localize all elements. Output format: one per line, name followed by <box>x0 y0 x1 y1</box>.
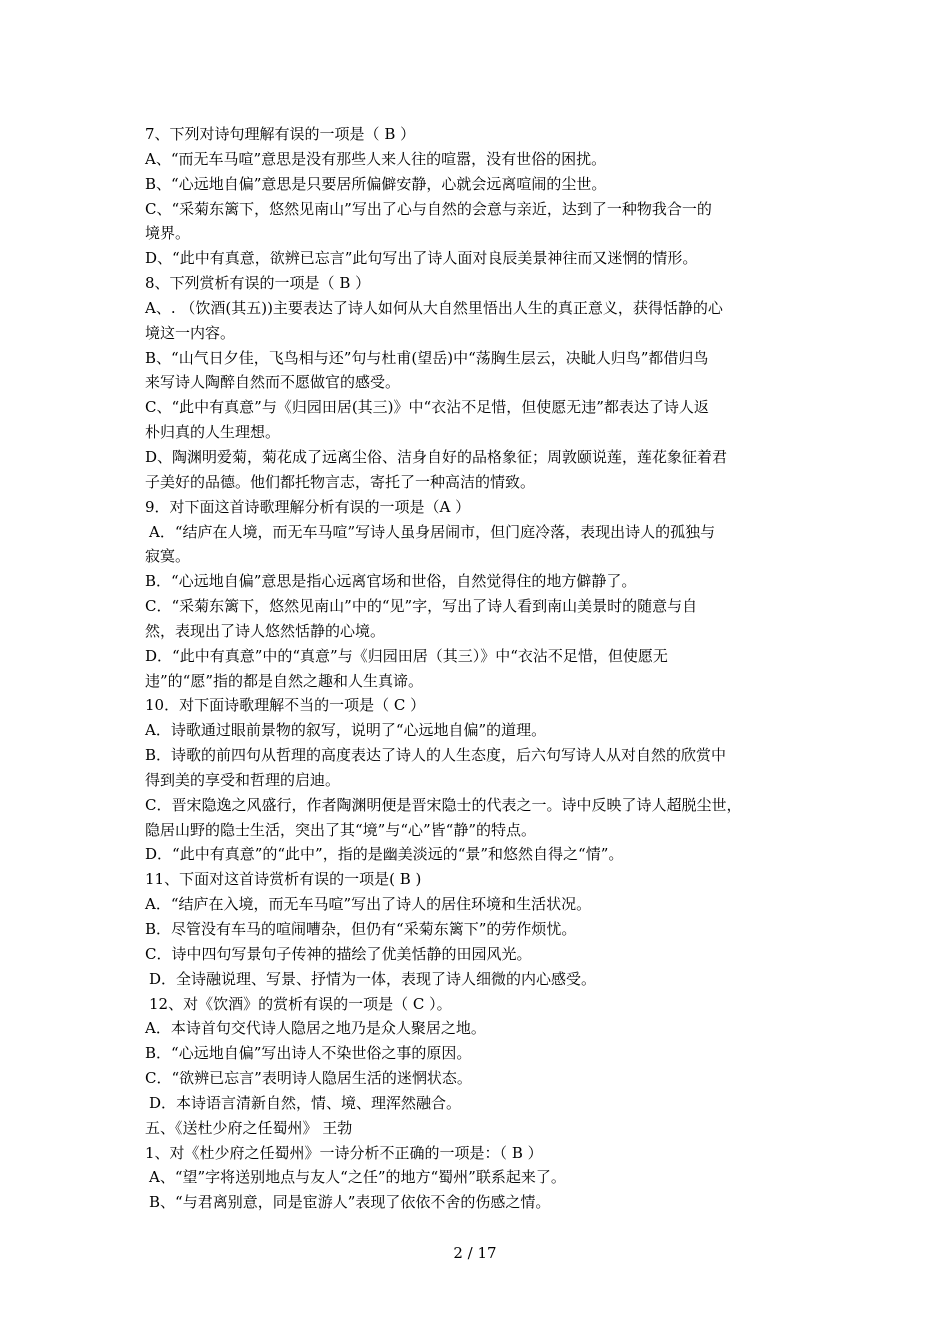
text-line: 违”的“愿”指的都是自然之趣和人生真谛。 <box>145 671 424 690</box>
text-line: C、“此中有真意”与《归园田居(其三)》中“衣沾不足惜，但使愿无违”都表达了诗人返 <box>145 398 709 417</box>
text-line: A．诗歌通过眼前景物的叙写，说明了“心远地自偏”的道理。 <box>145 721 547 740</box>
text-line: B、“与君离别意，同是宦游人”表现了依依不舍的伤感之情。 <box>149 1193 551 1212</box>
text-line: 9．对下面这首诗歌理解分析有误的一项是（A ） <box>145 497 471 516</box>
text-line: 来写诗人陶醉自然而不愿做官的感受。 <box>145 373 401 392</box>
text-line: 10．对下面诗歌理解不当的一项是（ C ） <box>145 696 426 715</box>
text-line: C．“采菊东篱下，悠然见南山”中的“见”字，写出了诗人看到南山美景时的随意与自 <box>145 597 698 616</box>
text-line: D．“此中有真意”的“此中”，指的是幽美淡远的“景”和悠然自得之“情”。 <box>145 845 624 864</box>
text-line: B．“心远地自偏”写出诗人不染世俗之事的原因。 <box>145 1044 472 1063</box>
text-line: B、“山气日夕佳，飞鸟相与还”句与杜甫(望岳)中“荡胸生层云，决眦人归鸟”都借归鸟 <box>145 348 709 367</box>
text-line: C．诗中四句写景句子传神的描绘了优美恬静的田园风光。 <box>145 944 532 963</box>
text-line: 寂寞。 <box>145 547 191 566</box>
text-line: 子美好的品德。他们都托物言志，寄托了一种高洁的情致。 <box>145 472 536 491</box>
text-line: 隐居山野的隐士生活，突出了其“境”与“心”皆“静”的特点。 <box>145 820 537 839</box>
page-number: 2 / 17 <box>453 1244 497 1262</box>
text-line: D．“此中有真意”中的“真意”与《归园田居（其三）》中“衣沾不足惜，但使愿无 <box>145 646 668 665</box>
text-line: A、“而无车马喧”意思是没有那些人来人往的喧嚣，没有世俗的困扰。 <box>145 149 607 168</box>
text-line: A．“结庐在入境，而无车马喧”写出了诗人的居住环境和生活状况。 <box>145 895 592 914</box>
text-line: 朴归真的人生理想。 <box>145 423 281 442</box>
text-line: 11、下面对这首诗赏析有误的一项是( B ) <box>145 870 422 889</box>
text-line: D、陶渊明爱菊，菊花成了远离尘俗、洁身自好的品格象征；周敦颐说莲，莲花象征着君 <box>145 447 728 466</box>
document-body <box>0 122 950 1215</box>
text-line: B．尽管没有车马的喧闹嘈杂，但仍有“采菊东篱下”的劳作烦忧。 <box>145 920 577 938</box>
text-line: 然，表现出了诗人悠然恬静的心境。 <box>145 621 386 640</box>
text-line: D．本诗语言清新自然，情、境、理浑然融合。 <box>149 1093 462 1112</box>
text-line: A、“望”字将送别地点与友人“之任”的地方“蜀州”联系起来了。 <box>149 1168 566 1187</box>
text-line: A．本诗首句交代诗人隐居之地乃是众人聚居之地。 <box>145 1019 486 1038</box>
text-line: 境这一内容。 <box>145 323 236 342</box>
text-line: C．晋宋隐逸之风盛行，作者陶渊明便是晋宋隐士的代表之一。诗中反映了诗人超脱尘世， <box>145 795 742 814</box>
text-line: D．全诗融说理、写景、抒情为一体，表现了诗人细微的内心感受。 <box>149 969 597 988</box>
text-line: D、“此中有真意，欲辨已忘言”此句写出了诗人面对良辰美景神往而又迷惘的情形。 <box>145 249 698 268</box>
text-line: 8、下列赏析有误的一项是（ B ） <box>145 274 371 293</box>
text-line: 五、《送杜少府之任蜀州》 王勃 <box>145 1118 353 1137</box>
text-line: 得到美的享受和哲理的启迪。 <box>145 770 341 789</box>
text-line: C．“欲辨已忘言”表明诗人隐居生活的迷惘状态。 <box>145 1069 472 1088</box>
text-line: 7、下列对诗句理解有误的一项是（ B ） <box>145 125 416 143</box>
text-line: A、. （饮酒(其五))主要表达了诗人如何从大自然里悟出人生的真正意义，获得恬静的心 <box>145 298 723 317</box>
text-line: C、“采菊东篱下，悠然见南山”写出了心与自然的会意与亲近，达到了一种物我合一的 <box>145 199 712 218</box>
text-line: B．“心远地自偏”意思是指心远离官场和世俗，自然觉得住的地方僻静了。 <box>145 572 637 591</box>
text-line: 12、对《饮酒》的赏析有误的一项是（ C ）。 <box>149 994 452 1013</box>
text-line: B、“心远地自偏”意思是只要居所偏僻安静，心就会远离喧闹的尘世。 <box>145 174 607 193</box>
text-line: 境界。 <box>145 224 191 243</box>
text-line: B．诗歌的前四句从哲理的高度表达了诗人的人生态度，后六句写诗人从对自然的欣赏中 <box>145 746 727 765</box>
text-line: A．“结庐在人境，而无车马喧”写诗人虽身居闹市，但门庭冷落，表现出诗人的孤独与 <box>149 522 716 541</box>
text-line: 1、对《杜少府之任蜀州》一诗分析不正确的一项是：（ B ） <box>145 1143 543 1162</box>
